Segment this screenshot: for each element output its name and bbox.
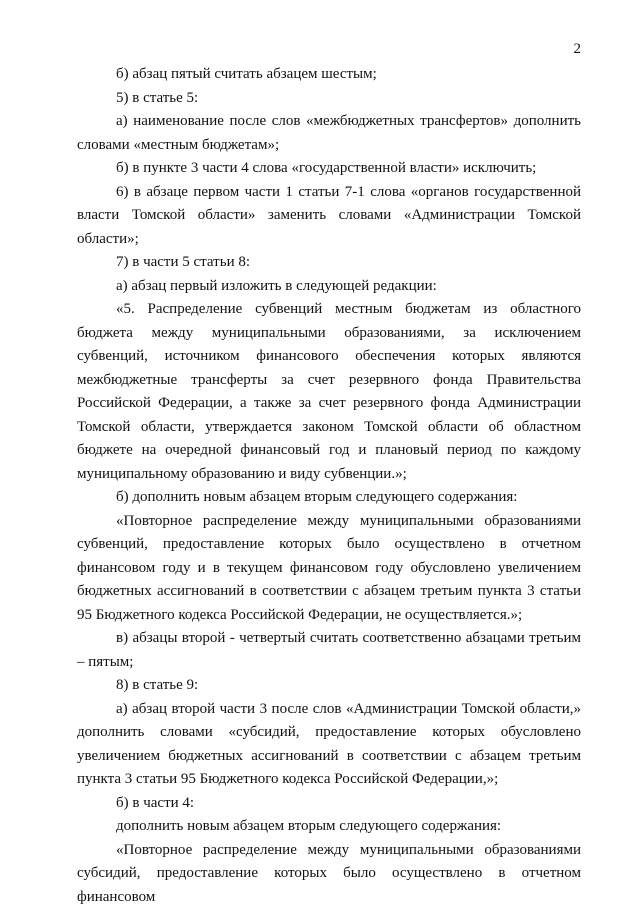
paragraph: 8) в статье 9: xyxy=(77,674,581,698)
paragraph: б) абзац пятый считать абзацем шестым; xyxy=(77,63,581,87)
paragraph: а) наименование после слов «межбюджетных трансфертов» дополнить словами «местным бюджетам»; xyxy=(77,110,581,157)
paragraph: б) в пункте 3 части 4 слова «государственной власти» исключить; xyxy=(77,157,581,181)
paragraph: в) абзацы второй - четвертый считать соответственно абзацами третьим – пятым; xyxy=(77,627,581,674)
paragraph: дополнить новым абзацем вторым следующего содержания: xyxy=(77,815,581,839)
paragraph: 6) в абзаце первом части 1 статьи 7-1 слова «органов государственной власти Томской области» заменить словами «Администрации Томской области»; xyxy=(77,181,581,252)
paragraph: б) дополнить новым абзацем вторым следующего содержания: xyxy=(77,486,581,510)
paragraph: б) в части 4: xyxy=(77,792,581,816)
document-body xyxy=(77,63,581,909)
paragraph: а) абзац второй части 3 после слов «Администрации Томской области,» дополнить словами «субсидий, предоставление которых обусловлено увеличением бюджетных ассигнований в соответствии с абзацем третьим пункта 3 статьи 95 Бюджетного кодекса Российской Федерации,»; xyxy=(77,698,581,792)
paragraph: 5) в статье 5: xyxy=(77,87,581,111)
paragraph: а) абзац первый изложить в следующей редакции: xyxy=(77,275,581,299)
paragraph: 7) в части 5 статьи 8: xyxy=(77,251,581,275)
paragraph: «Повторное распределение между муниципальными образованиями субвенций, предоставление которых было осуществлено в отчетном финансовом году и в текущем финансовом году обусловлено увеличением бюджетных ассигнований в соответствии с абзацем третьим пункта 3 статьи 95 Бюджетного кодекса Российской Федерации, не осуществляется.»; xyxy=(77,510,581,628)
page-number: 2 xyxy=(574,40,582,58)
paragraph: «Повторное распределение между муниципальными образованиями субсидий, предоставление которых было осуществлено в отчетном финансовом xyxy=(77,839,581,909)
paragraph: «5. Распределение субвенций местным бюджетам из областного бюджета между муниципальными образованиями, за исключением субвенций, источником финансового обеспечения которых являются межбюджетные трансферты за счет резервного фонда Правительства Российской Федерации, а также за счет резервного фонда Администрации Томской области, утверждается законом Томской области об областном бюджете на очередной финансовый год и плановый период по каждому муниципальному образованию и виду субвенции.»; xyxy=(77,298,581,486)
